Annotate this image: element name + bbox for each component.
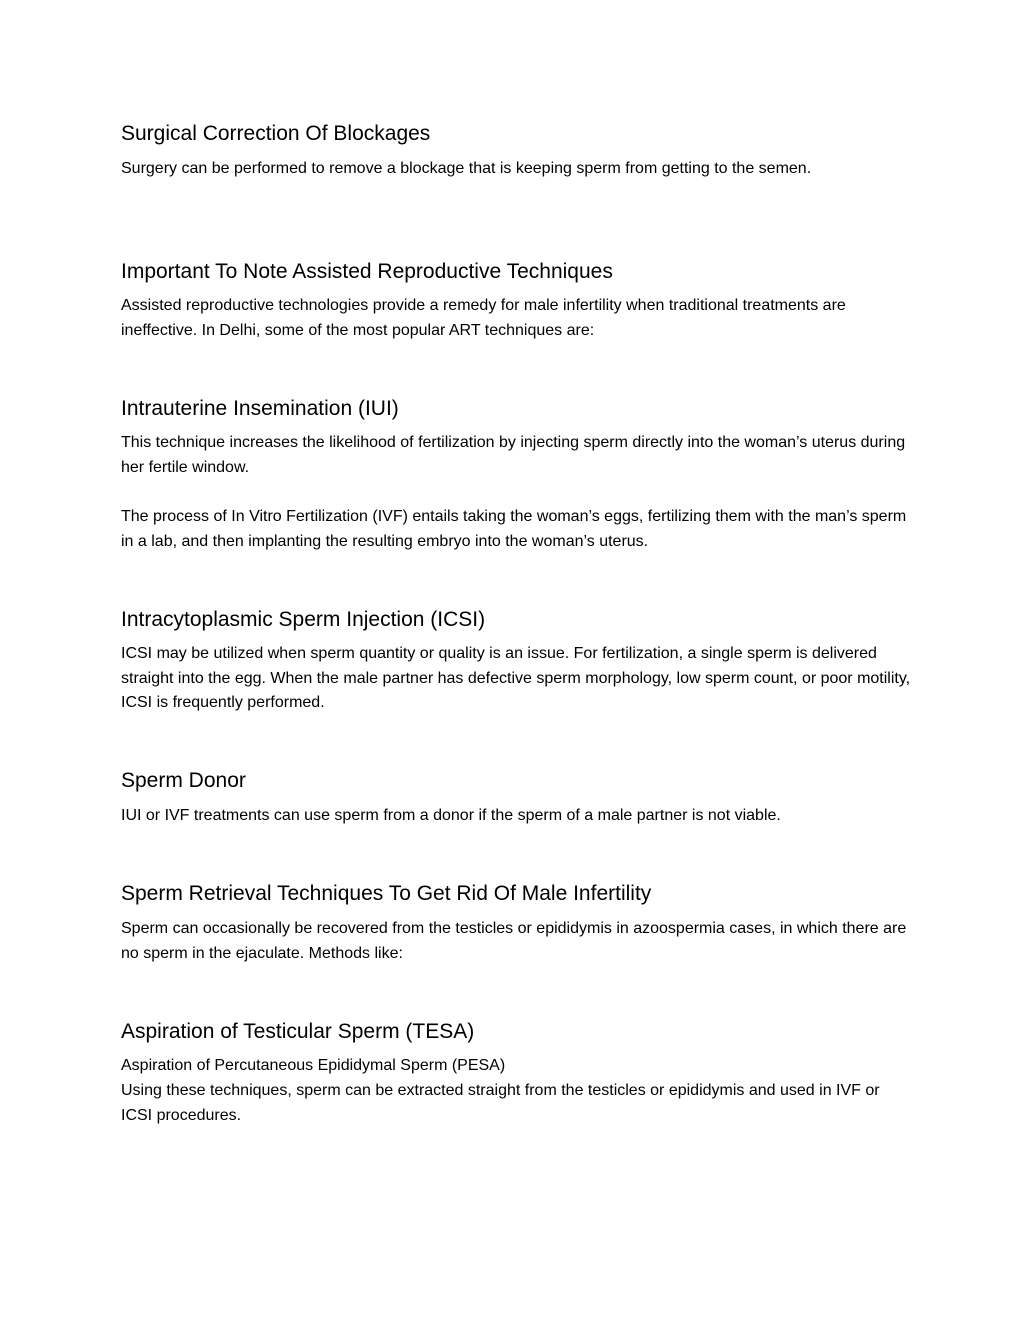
section-paragraph: ICSI may be utilized when sperm quantity or quality is an issue. For fertilization, a single sperm is delivered straight into the egg. When the male partner has defective sperm morphology, low sperm count, or poor motility, ICSI is frequently performed.: [121, 645, 911, 711]
section-paragraph: Sperm can occasionally be recovered from the testicles or epididymis in azoospermia cases, in which there are no sperm in the ejaculate. Methods like:: [121, 920, 907, 962]
section-paragraph: Aspiration of Percutaneous Epididymal Sperm (PESA): [121, 1057, 506, 1074]
section-paragraph: Surgery can be performed to remove a blockage that is keeping sperm from getting to the semen.: [121, 160, 812, 177]
section-heading-tesa: Aspiration of Testicular Sperm (TESA): [121, 1020, 475, 1043]
section-heading-assisted-reproductive-techniques: Important To Note Assisted Reproductive Techniques: [121, 260, 613, 283]
section-paragraph: Assisted reproductive technologies provide a remedy for male infertility when traditional treatments are ineffective. In Delhi, some of the most popular ART techniques are:: [121, 297, 846, 339]
section-heading-icsi: Intracytoplasmic Sperm Injection (ICSI): [121, 608, 486, 631]
section-heading-sperm-retrieval: Sperm Retrieval Techniques To Get Rid Of Male Infertility: [121, 882, 652, 905]
section-heading-sperm-donor: Sperm Donor: [121, 769, 246, 792]
section-paragraph: IUI or IVF treatments can use sperm from a donor if the sperm of a male partner is not viable.: [121, 807, 781, 824]
section-paragraph: This technique increases the likelihood of fertilization by injecting sperm directly into the woman’s uterus during her fertile window.: [121, 434, 906, 476]
section-heading-surgical-correction: Surgical Correction Of Blockages: [121, 122, 431, 145]
section-paragraph: The process of In Vitro Fertilization (IVF) entails taking the woman’s eggs, fertilizing them with the man’s sperm in a lab, and then implanting the resulting embryo into the woman’s uterus.: [121, 508, 907, 550]
section-heading-iui: Intrauterine Insemination (IUI): [121, 397, 399, 420]
section-paragraph: Using these techniques, sperm can be extracted straight from the testicles or epididymis and used in IVF or ICSI procedures.: [121, 1082, 880, 1124]
